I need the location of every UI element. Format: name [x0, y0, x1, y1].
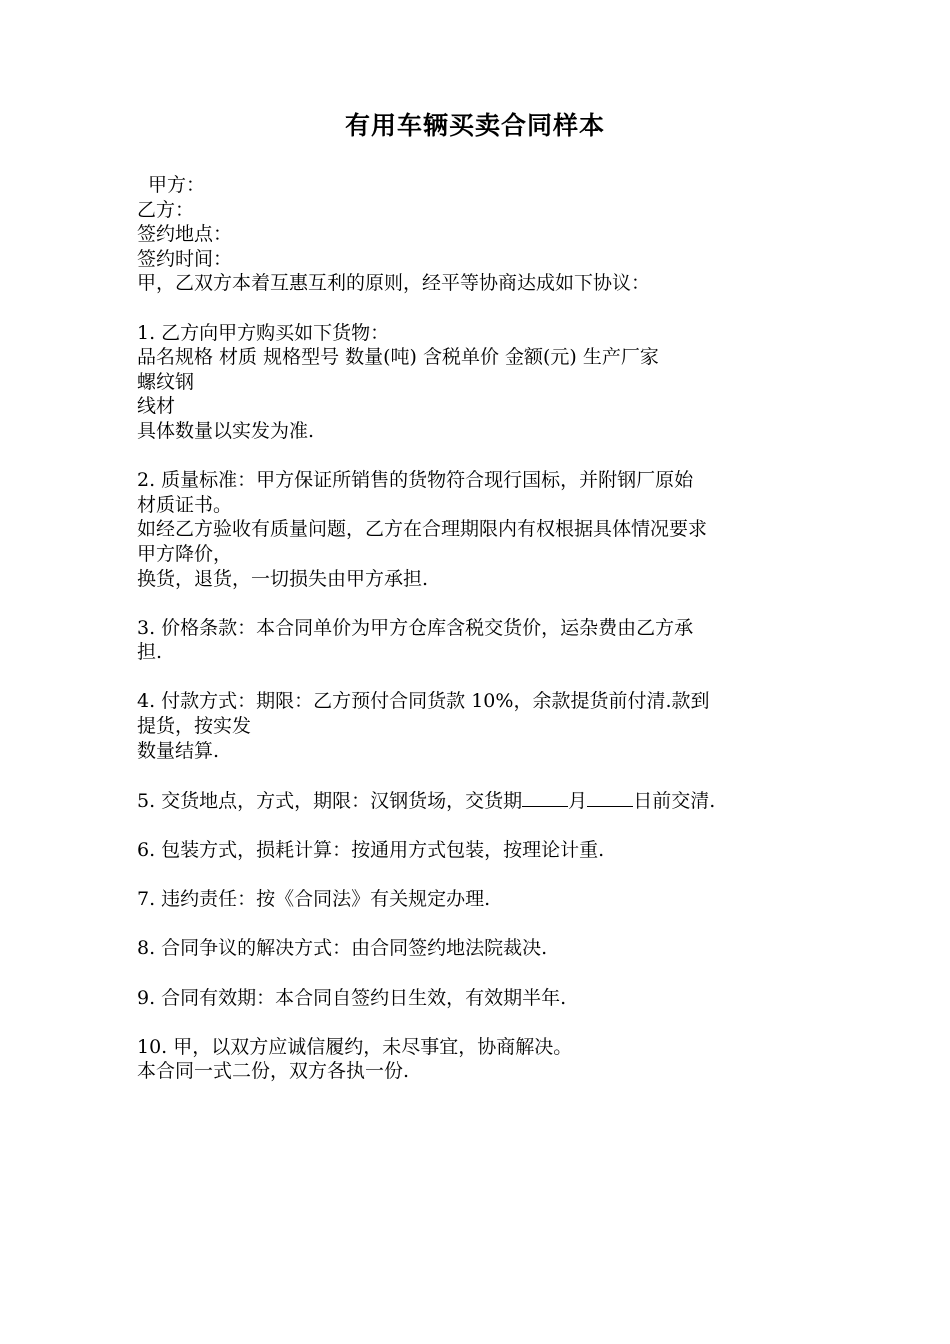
day-blank [587, 788, 633, 807]
clause-7-line: 7. 违约责任：按《合同法》有关规定办理. [137, 888, 491, 911]
spacer [137, 813, 827, 838]
clause-3-line: 3. 价格条款：本合同单价为甲方仓库含税交货价，运杂费由乙方承 [137, 616, 694, 639]
spacer [137, 1010, 827, 1035]
document-title: 有用车辆买卖合同样本 [344, 111, 605, 140]
clause-5-text: 5. 交货地点，方式，期限：汉钢货场，交货期 [137, 789, 523, 812]
spacer [137, 591, 827, 616]
month-blank [522, 788, 568, 807]
clause-5-tail: 日前交清. [633, 789, 716, 812]
goods-item-wire: 线材 [137, 395, 176, 418]
clause-2-line: 换货，退货，一切损失由甲方承担. [137, 567, 429, 590]
clause-4-line: 数量结算. [137, 739, 220, 762]
document-body [137, 173, 827, 1084]
sign-time-line: 签约时间： [137, 247, 233, 270]
goods-table-header: 品名规格 材质 规格型号 数量(吨) 含税单价 金额(元) 生产厂家 [137, 346, 659, 369]
clause-5-line [137, 788, 827, 814]
clause-2-line: 甲方降价， [137, 542, 233, 565]
clause-1-note: 具体数量以实发为准. [137, 419, 315, 442]
clause-10-line: 本合同一式二份，双方各执一份. [137, 1060, 410, 1083]
intro-line: 甲，乙双方本着互惠互利的原则，经平等协商达成如下协议： [137, 272, 651, 295]
spacer [137, 912, 827, 937]
clause-5-month: 月 [568, 789, 588, 812]
clause-2-line: 如经乙方验收有质量问题，乙方在合理期限内有权根据具体情况要求 [137, 518, 708, 541]
clause-2-line: 材质证书。 [137, 493, 233, 516]
spacer [137, 665, 827, 690]
spacer [137, 961, 827, 986]
clause-4-line: 提货，按实发 [137, 715, 252, 738]
party-a-line: 甲方： [148, 174, 206, 196]
clause-9-line: 9. 合同有效期：本合同自签约日生效，有效期半年. [137, 986, 567, 1009]
party-b-line: 乙方： [137, 198, 195, 221]
spacer [137, 763, 827, 788]
clause-3-line: 担. [137, 641, 163, 664]
goods-item-rebar: 螺纹钢 [137, 370, 195, 393]
spacer [137, 296, 827, 321]
clause-2-line: 2. 质量标准：甲方保证所销售的货物符合现行国标，并附钢厂原始 [137, 469, 694, 492]
clause-8-line: 8. 合同争议的解决方式：由合同签约地法院裁决. [137, 937, 548, 960]
clause-4-line: 4. 付款方式：期限：乙方预付合同货款 10%，余款提货前付清.款到 [137, 690, 710, 713]
clause-10-line: 10. 甲，以双方应诚信履约，未尽事宜，协商解决。 [137, 1035, 573, 1058]
sign-place-line: 签约地点： [137, 223, 233, 246]
clause-1-heading: 1. 乙方向甲方购买如下货物： [137, 321, 390, 344]
spacer [137, 444, 827, 469]
clause-6-line: 6. 包装方式，损耗计算：按通用方式包装，按理论计重. [137, 839, 605, 862]
spacer [137, 863, 827, 888]
